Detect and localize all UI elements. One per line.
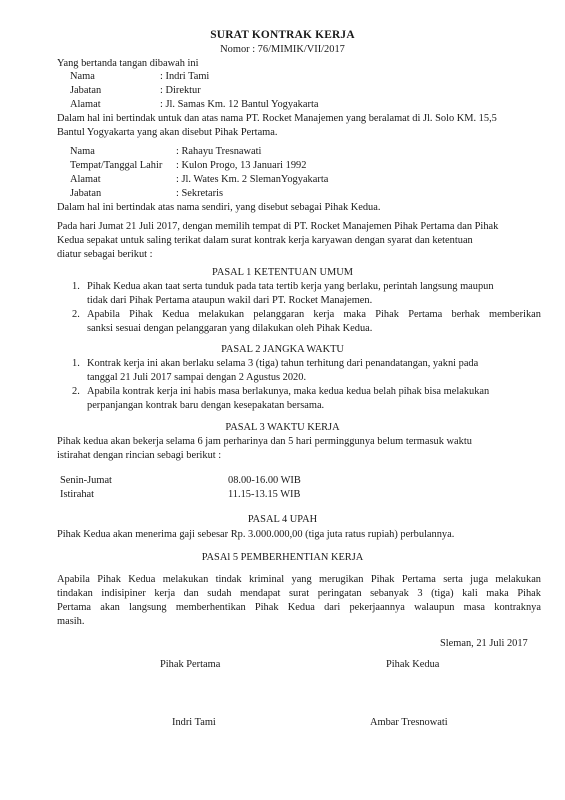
party1-name-label: Nama	[70, 71, 95, 82]
place-date: Sleman, 21 Juli 2017	[440, 638, 528, 649]
pasal5-line4: masih.	[57, 616, 85, 627]
pasal1-item2-line1: Apabila Pihak Kedua melakukan pelanggaran kerja maka Pihak Pertama berhak memberikan	[87, 309, 541, 320]
party2-position-value: : Sekretaris	[176, 188, 224, 199]
party2-position-label: Jabatan	[70, 188, 102, 199]
pasal1-item1-line2: tidak dari Pihak Pertama ataupun wakil dari PT. Rocket Manajemen.	[87, 295, 373, 306]
intro-text: Yang bertanda tangan dibawah ini	[57, 58, 199, 69]
agreement-line1: Pada hari Jumat 21 Juli 2017, dengan memilih tempat di PT. Rocket Manajemen Pihak Pertama dan Pihak	[57, 221, 499, 232]
pasal1-item2-line2: sanksi sesuai dengan pelanggaran yang dilakukan oleh Pihak Kedua.	[87, 323, 373, 334]
pasal3-heading: PASAL 3 WAKTU KERJA	[225, 422, 340, 433]
party1-position-label: Jabatan	[70, 85, 102, 96]
signature-right-title: Pihak Kedua	[386, 659, 440, 670]
pasal2-item2-number: 2.	[72, 386, 80, 397]
pasal2-item2-line2: perpanjangan kontrak baru dengan kesepakatan bersama.	[87, 400, 325, 411]
pasal2-item1-line1: Kontrak kerja ini akan berlaku selama 3 (tiga) tahun terhitung dari penandatangan, yakni pada	[87, 358, 479, 369]
schedule-value-break: 11.15-13.15 WIB	[228, 489, 301, 500]
schedule-value-weekdays: 08.00-16.00 WIB	[228, 475, 301, 486]
party2-birth-label: Tempat/Tanggal Lahir	[70, 160, 163, 171]
document-title: SURAT KONTRAK KERJA	[210, 29, 355, 41]
party2-birth-value: : Kulon Progo, 13 Januari 1992	[176, 160, 307, 171]
pasal1-item1-line1: Pihak Kedua akan taat serta tunduk pada tata tertib kerja yang berlaku, perintah langsung maupun	[87, 281, 494, 292]
agreement-line3: diatur sebagai berikut :	[57, 249, 153, 260]
schedule-label-weekdays: Senin-Jumat	[60, 475, 112, 486]
pasal2-item1-line2: tanggal 21 Juli 2017 sampai dengan 2 Agustus 2020.	[87, 372, 307, 383]
pasal2-item2-line1: Apabila kontrak kerja ini habis masa berlakunya, maka kedua kedua belah pihak bisa melakukan	[87, 386, 490, 397]
pasal5-line2: tindakan indisipiner kerja dan sudah mendapat surat peringatan sebanyak 3 (tiga) kali maka Pihak	[57, 588, 541, 599]
party1-address-label: Alamat	[70, 99, 101, 110]
pasal3-line1: Pihak kedua akan bekerja selama 6 jam perharinya dan 5 hari perminggunya belum termasuk waktu	[57, 436, 472, 447]
pasal4-text: Pihak Kedua akan menerima gaji sebesar Rp. 3.000.000,00 (tiga juta ratus rupiah) perbulannya.	[57, 529, 455, 540]
party2-statement: Dalam hal ini bertindak atas nama sendiri, yang disebut sebagai Pihak Kedua.	[57, 202, 381, 213]
signature-left-name: Indri Tami	[172, 717, 216, 728]
pasal5-line1: Apabila Pihak Kedua melakukan tindak kriminal yang merugikan Pihak Pertama serta juga melakukan	[57, 574, 541, 585]
agreement-line2: Kedua sepakat untuk saling terikat dalam surat kontrak kerja karyawan dengan syarat dan ketentuan	[57, 235, 473, 246]
party2-address-value: : Jl. Wates Km. 2 SlemanYogyakarta	[176, 174, 329, 185]
pasal1-item2-number: 2.	[72, 309, 80, 320]
pasal1-item1-number: 1.	[72, 281, 80, 292]
party2-name-label: Nama	[70, 146, 95, 157]
party1-position-value: : Direktur	[160, 85, 201, 96]
party1-name-value: : Indri Tami	[160, 71, 210, 82]
pasal2-item1-number: 1.	[72, 358, 80, 369]
pasal3-line2: istirahat dengan rincian sebagi berikut :	[57, 450, 222, 461]
pasal4-heading: PASAL 4 UPAH	[247, 514, 318, 525]
party2-address-label: Alamat	[70, 174, 101, 185]
pasal5-heading: PASAl 5 PEMBERHENTIAN KERJA	[201, 552, 364, 563]
pasal1-heading: PASAL 1 KETENTUAN UMUM	[212, 267, 353, 278]
pasal2-heading: PASAL 2 JANGKA WAKTU	[221, 344, 344, 355]
party2-name-value: : Rahayu Tresnawati	[176, 146, 262, 157]
schedule-label-break: Istirahat	[60, 489, 95, 500]
party1-statement-line1: Dalam hal ini bertindak untuk dan atas nama PT. Rocket Manajemen yang beralamat di Jl. Solo KM. 15,5	[57, 113, 497, 124]
signature-right-name: Ambar Tresnowati	[370, 717, 448, 728]
signature-left-title: Pihak Pertama	[160, 659, 221, 670]
party1-statement-line2: Bantul Yogyakarta yang akan disebut Pihak Pertama.	[57, 127, 278, 138]
document-number: Nomor : 76/MIMIK/VII/2017	[220, 44, 345, 55]
pasal5-line3: Pertama akan langsung memberhentikan Pihak Kedua dari pekerjaannya walaupun masa kontraknya	[57, 602, 541, 613]
party1-address-value: : Jl. Samas Km. 12 Bantul Yogyakarta	[160, 99, 319, 110]
